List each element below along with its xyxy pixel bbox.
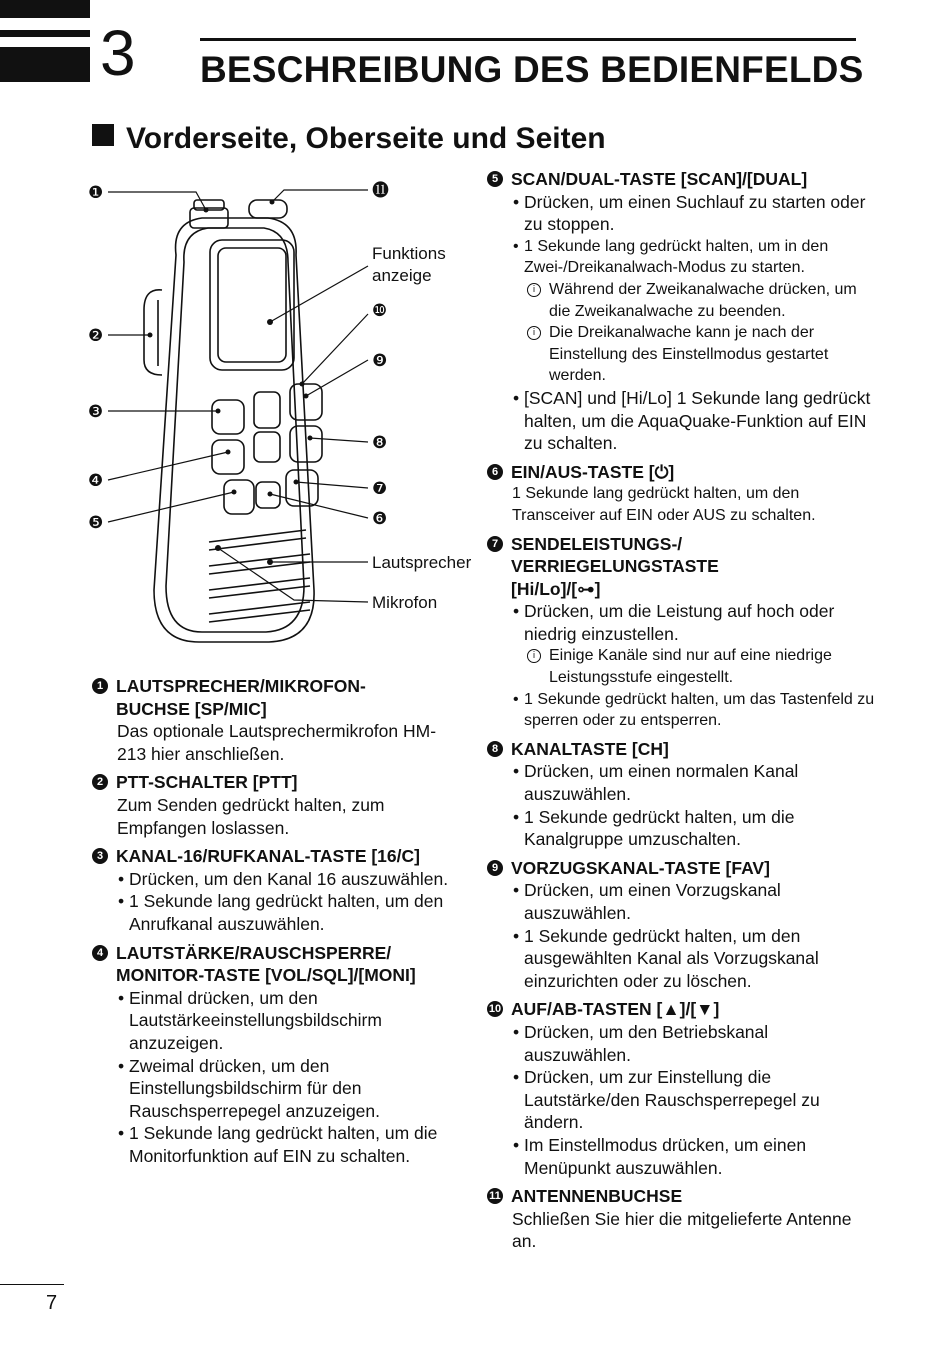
item-11: [487, 1185, 877, 1253]
item-body: [117, 987, 462, 1168]
bullet-item: • Im Einstellmodus drücken, um einen Menüpunkt auszuwählen.: [512, 1134, 877, 1179]
item-4: [92, 942, 462, 1168]
right-column: [487, 168, 877, 1259]
bullet-item: • Drücken, um die Leistung auf hoch oder niedrig einzustellen.: [512, 600, 877, 645]
bullet-item: • 1 Sekunde lang gedrückt halten, um den Anrufkanal auszuwählen.: [117, 890, 462, 935]
callout-2: ❷: [88, 326, 104, 345]
item-heading: [92, 845, 462, 868]
item-title: AUF/AB-TASTEN [▲]/[▼]: [511, 999, 720, 1020]
item-number-badge: 11: [487, 1188, 503, 1204]
item-title: LAUTSTÄRKE/RAUSCHSPERRE/ MONITOR-TASTE [VOL/SQL]/[MONI]: [116, 942, 416, 986]
label-lautsprecher: Lautsprecher: [372, 553, 472, 572]
radio-diagram: [84, 170, 484, 660]
item-number-badge: 10: [488, 1003, 502, 1016]
description-text: Zum Senden gedrückt halten, zum Empfangen loslassen.: [117, 794, 385, 838]
item-title: KANALTASTE [CH]: [511, 738, 669, 759]
bullet-item: • [SCAN] und [Hi/Lo] 1 Sekunde lang gedrückt halten, um die AquaQuake-Funktion auf EIN zu schalten.: [512, 387, 877, 455]
bullet-item: • 1 Sekunde gedrückt halten, um den ausgewählten Kanal als Vorzugskanal einzurichten oder zu löschen.: [512, 925, 877, 993]
item-heading: [487, 857, 877, 880]
chapter-title: BESCHREIBUNG DES BEDIENFELDS: [200, 49, 864, 90]
item-body: [117, 868, 462, 936]
item-8: [487, 738, 877, 851]
callout-6: ❻: [372, 509, 388, 528]
item-heading: [487, 738, 877, 761]
bullet-item: • 1 Sekunde lang gedrückt halten, um die Monitorfunktion auf EIN zu schalten.: [117, 1122, 462, 1167]
item-title: PTT-SCHALTER [PTT]: [116, 772, 298, 793]
note-text: Einige Kanäle sind nur auf eine niedrige Leistungsstufe eingestellt.: [549, 647, 832, 687]
page-number: 7: [46, 1292, 58, 1314]
chapter-number: 3: [100, 17, 136, 89]
chapter-marker: [0, 0, 90, 82]
item-10: [487, 998, 877, 1179]
item-1: [92, 675, 462, 765]
label-mikrofon: Mikrofon: [372, 593, 438, 612]
callout-10: ❿: [372, 301, 388, 320]
item-heading: [92, 675, 462, 720]
item-9: [487, 857, 877, 993]
item-number-badge: 8: [487, 741, 503, 757]
item-title: ANTENNENBUCHSE: [511, 1186, 683, 1207]
item-title: EIN/AUS-TASTE [⏻]: [511, 461, 675, 482]
item-title: KANAL-16/RUFKANAL-TASTE [16/C]: [116, 846, 420, 867]
bullet-item: • Drücken, um den Kanal 16 auszuwählen.: [117, 868, 462, 891]
item-6: [487, 461, 877, 527]
info-icon: i: [527, 649, 541, 663]
item-title: SENDELEISTUNGS-/ VERRIEGELUNGSTASTE [Hi/Lo]/[⊶]: [511, 533, 719, 599]
item-body: [117, 794, 462, 839]
item-title: SCAN/DUAL-TASTE [SCAN]/[DUAL]: [511, 169, 808, 189]
item-body: [512, 879, 877, 992]
item-2: [92, 771, 462, 839]
description-text: 1 Sekunde lang gedrückt halten, um den Transceiver auf EIN oder AUS zu schalten.: [512, 485, 816, 524]
note-item: [524, 645, 877, 688]
callout-4: ❹: [88, 471, 104, 490]
callout-11: ⓫: [372, 181, 389, 200]
item-5: [487, 168, 877, 455]
page-rule: [0, 1284, 64, 1285]
note-item: [524, 279, 877, 322]
info-icon: i: [527, 283, 541, 297]
section-heading: [92, 120, 606, 158]
item-heading: [487, 168, 877, 191]
item-number-badge: 2: [92, 774, 108, 790]
item-heading: [487, 461, 877, 484]
item-number-badge: 4: [92, 945, 108, 961]
item-heading: [487, 1185, 877, 1208]
item-body: [117, 720, 462, 765]
item-heading: [92, 771, 462, 794]
bullet-item: • Drücken, um einen Vorzugskanal auszuwählen.: [512, 879, 877, 924]
callout-3: ❸: [88, 402, 104, 421]
item-number-badge: 1: [92, 678, 108, 694]
note-text: Während der Zweikanalwache drücken, um die Zweikanalwache zu beenden.: [549, 280, 857, 320]
bullet-item: • Drücken, um den Betriebskanal auszuwählen.: [512, 1021, 877, 1066]
item-body: [512, 483, 877, 526]
item-body: [512, 191, 877, 455]
bullet-item: • 1 Sekunde lang gedrückt halten, um in den Zwei-/Dreikanalwach-Modus zu starten.: [512, 236, 877, 279]
left-column: [92, 675, 462, 1173]
item-3: [92, 845, 462, 935]
info-icon: i: [527, 326, 541, 340]
note-item: [524, 322, 877, 387]
item-title: LAUTSPRECHER/MIKROFON- BUCHSE [SP/MIC]: [116, 676, 366, 719]
bullet-item: • 1 Sekunde gedrückt halten, um das Tastenfeld zu sperren oder zu entsperren.: [512, 689, 877, 732]
square-bullet-icon: [92, 124, 114, 146]
item-number-badge: 7: [487, 536, 503, 552]
section-title: Vorderseite, Oberseite und Seiten: [126, 122, 606, 155]
item-title: VORZUGSKANAL-TASTE [FAV]: [511, 857, 770, 878]
item-7: [487, 533, 877, 732]
item-body: [512, 760, 877, 850]
bullet-item: • 1 Sekunde gedrückt halten, um die Kanalgruppe umzuschalten.: [512, 806, 877, 851]
item-heading: [92, 942, 462, 987]
item-heading: [487, 533, 877, 601]
item-number-badge: 5: [487, 171, 503, 187]
item-number-badge: 6: [487, 464, 503, 480]
callout-5: ❺: [88, 513, 104, 532]
callout-1: ❶: [88, 183, 104, 202]
bullet-item: • Drücken, um zur Einstellung die Lautstärke/den Rauschsperrepegel zu ändern.: [512, 1066, 877, 1134]
label-funktionsanzeige: Funktions anzeige: [372, 244, 446, 285]
item-heading: [487, 998, 877, 1021]
item-number-badge: 9: [487, 860, 503, 876]
callout-7: ❼: [372, 479, 388, 498]
item-body: [512, 1208, 877, 1253]
description-text: Schließen Sie hier die mitgelieferte Antenne an.: [512, 1208, 852, 1252]
description-text: Das optionale Lautsprechermikrofon HM-213 hier anschließen.: [117, 721, 437, 764]
bullet-item: • Drücken, um einen normalen Kanal auszuwählen.: [512, 760, 877, 805]
callout-9: ❾: [372, 351, 388, 370]
item-body: [512, 1021, 877, 1179]
title-rule: [200, 38, 856, 41]
bullet-item: • Zweimal drücken, um den Einstellungsbildschirm für den Rauschsperrepegel anzuzeigen.: [117, 1055, 462, 1123]
note-text: Die Dreikanalwache kann je nach der Einstellung des Einstellmodus gestartet werden.: [549, 324, 829, 385]
item-body: [512, 600, 877, 732]
item-number-badge: 3: [92, 848, 108, 864]
callout-8: ❽: [372, 433, 388, 452]
bullet-item: • Einmal drücken, um den Lautstärkeeinstellungsbildschirm anzuzeigen.: [117, 987, 462, 1055]
bullet-item: • Drücken, um einen Suchlauf zu starten oder zu stoppen.: [512, 191, 877, 236]
